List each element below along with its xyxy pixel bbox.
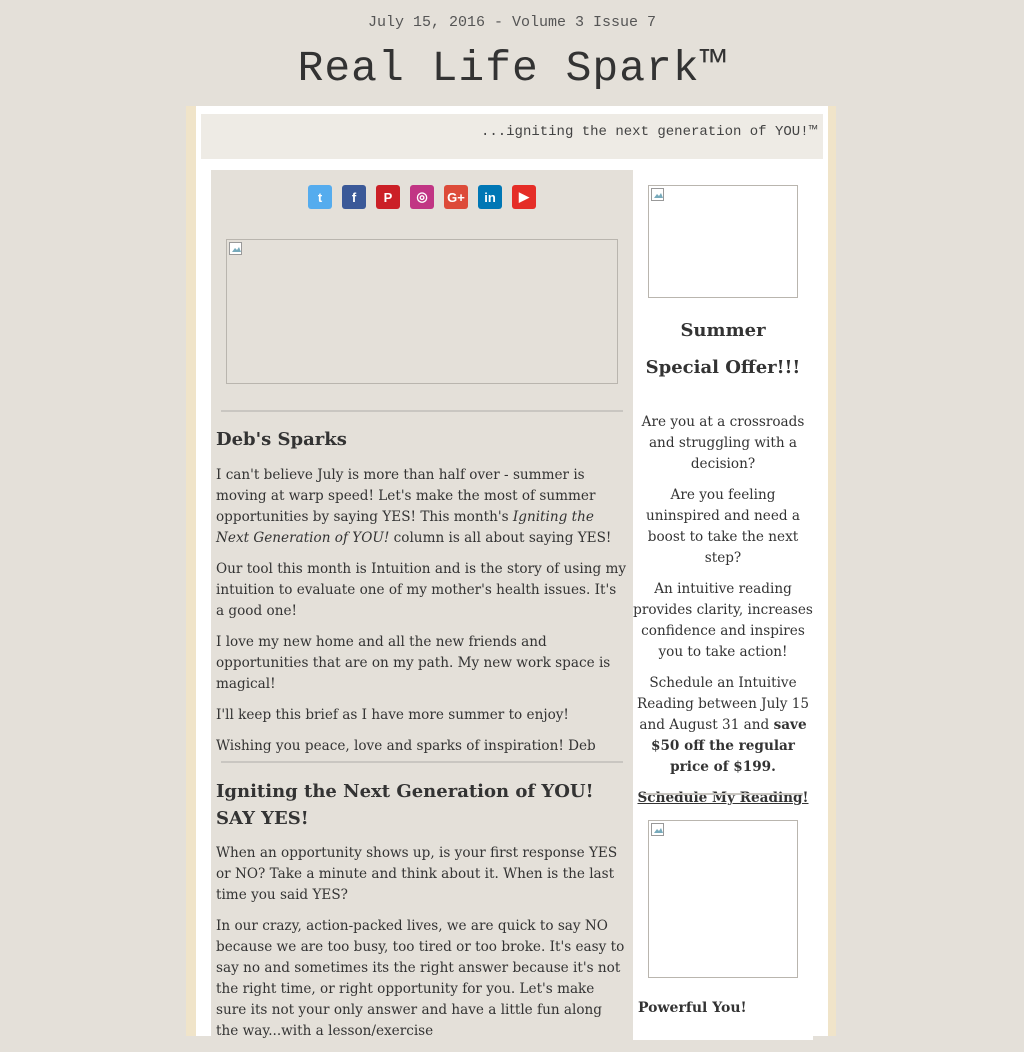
newsletter-title: Real Life Spark™ xyxy=(297,44,727,93)
offer-cta-wrap xyxy=(633,788,813,809)
broken-image-icon xyxy=(651,188,665,202)
offer-paragraph: Are you feeling uninspired and need a boost to take the next step? xyxy=(645,487,801,566)
offer-body xyxy=(633,412,813,819)
sidebar-image-bottom xyxy=(648,820,798,978)
sidebar xyxy=(633,170,813,1040)
offer-paragraph: An intuitive reading provides clarity, increases confidence and inspires you to take action! xyxy=(633,581,813,660)
offer-paragraph: Are you at a crossroads and struggling with a decision? xyxy=(641,414,805,472)
twitter-icon[interactable]: t xyxy=(308,185,332,209)
debs-sparks-paragraph: Our tool this month is Intuition and is the story of using my intuition to evaluate one of my mother's health issues. It's a good one! xyxy=(216,561,627,619)
igniting-paragraph: When an opportunity shows up, is your first response YES or NO? Take a minute and think about it. When is the last time you said YES? xyxy=(216,845,618,903)
hero-image xyxy=(226,239,618,384)
pinterest-icon[interactable]: P xyxy=(376,185,400,209)
debs-sparks-paragraph: Wishing you peace, love and sparks of inspiration! Deb xyxy=(216,738,596,754)
instagram-icon[interactable]: ◎ xyxy=(410,185,434,209)
debs-sparks-paragraph: I love my new home and all the new friends and opportunities that are on my path. My new work space is magical! xyxy=(216,634,611,692)
sidebar-image-top xyxy=(648,185,798,298)
debs-sparks-paragraph: I can't believe July is more than half over - summer is moving at warp speed! Let's make the most of summer opportunities by saying YES! This month's Igniting the Next Generation of YOU! column is all about saying YES! xyxy=(216,467,612,546)
broken-image-icon xyxy=(651,823,665,837)
offer-paragraph: Schedule an Intuitive Reading between July 15 and August 31 and save $50 off the regular price of $199. xyxy=(636,675,810,775)
debs-sparks-paragraph: I'll keep this brief as I have more summer to enjoy! xyxy=(216,707,569,723)
issue-date-line: July 15, 2016 - Volume 3 Issue 7 xyxy=(367,14,657,31)
tagline-bar xyxy=(201,114,823,159)
igniting-body xyxy=(216,843,628,1052)
offer-heading-line-2: Special Offer!!! xyxy=(645,357,801,378)
broken-image-icon xyxy=(229,242,243,256)
debs-sparks-heading: Deb's Sparks xyxy=(216,429,347,450)
tagline: ...igniting the next generation of YOU!™ xyxy=(480,124,817,140)
igniting-paragraph: In our crazy, action-packed lives, we are quick to say NO because we are too busy, too tired or too broke. It's easy to say no and sometimes its the right answer because it's not the right time, or right opportunity for you. Let's make sure its not your only answer and have a little fun along the way...with a lesson/exercise xyxy=(216,918,625,1039)
schedule-reading-link[interactable]: Schedule My Reading! xyxy=(637,790,809,806)
main-column xyxy=(211,170,633,1040)
powerful-you-heading: Powerful You! xyxy=(638,1000,747,1016)
sidebar-divider xyxy=(643,793,803,795)
youtube-icon[interactable]: ▶ xyxy=(512,185,536,209)
section-divider xyxy=(221,761,623,763)
google-plus-icon[interactable]: G+ xyxy=(444,185,468,209)
social-links xyxy=(308,185,536,209)
igniting-heading: Igniting the Next Generation of YOU! SAY YES! xyxy=(216,781,594,829)
facebook-icon[interactable]: f xyxy=(342,185,366,209)
debs-sparks-body xyxy=(216,465,628,767)
linkedin-icon[interactable]: in xyxy=(478,185,502,209)
section-divider xyxy=(221,410,623,412)
offer-heading-line-1: Summer xyxy=(680,320,766,341)
